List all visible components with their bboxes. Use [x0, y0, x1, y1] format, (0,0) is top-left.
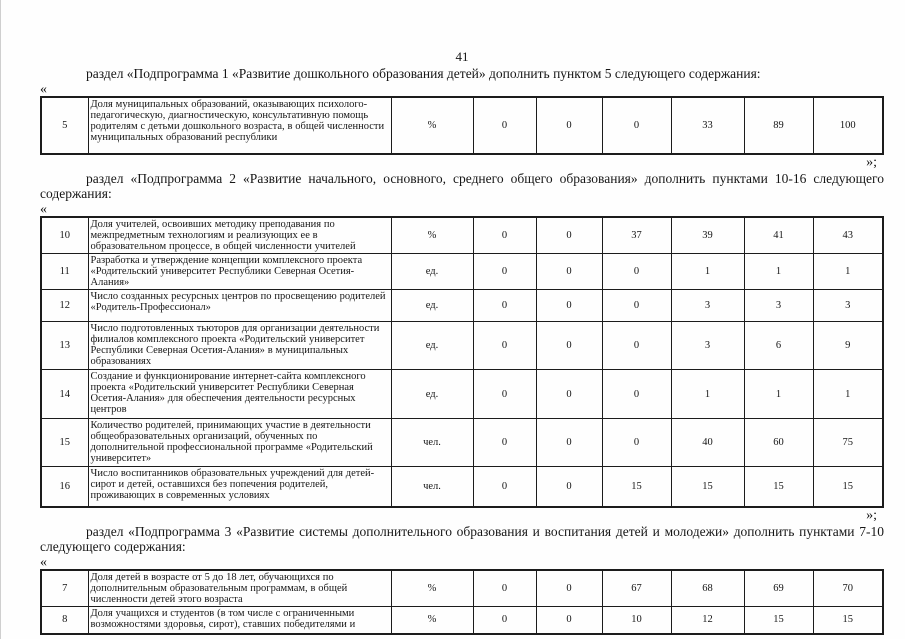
value-cell: 3 — [671, 290, 744, 322]
value-cell: 1 — [813, 370, 883, 419]
value-cell: 0 — [473, 467, 536, 507]
unit-cell: % — [391, 570, 473, 607]
value-cell: 15 — [602, 467, 671, 507]
value-cell: 3 — [813, 290, 883, 322]
indicator-name-cell: Число воспитанников образовательных учреждений для детей-сирот и детей, оставшихся без попечения родителей, проживающих в современных условиях — [88, 467, 391, 507]
row-number-cell: 12 — [41, 290, 88, 322]
value-cell: 0 — [473, 290, 536, 322]
table-row — [41, 606, 883, 634]
value-cell: 9 — [813, 322, 883, 370]
value-cell: 0 — [536, 370, 602, 419]
table-row — [41, 322, 883, 370]
value-cell: 1 — [744, 254, 813, 290]
value-cell: 67 — [602, 570, 671, 607]
table-row — [41, 467, 883, 507]
value-cell: 0 — [536, 217, 602, 254]
value-cell: 43 — [813, 217, 883, 254]
value-cell: 70 — [813, 570, 883, 607]
row-number-cell: 14 — [41, 370, 88, 419]
value-cell: 15 — [813, 606, 883, 634]
value-cell: 89 — [744, 97, 813, 154]
value-cell: 3 — [744, 290, 813, 322]
value-cell: 0 — [536, 606, 602, 634]
page-content — [40, 0, 884, 635]
row-number-cell: 8 — [41, 606, 88, 634]
row-number-cell: 11 — [41, 254, 88, 290]
value-cell: 0 — [536, 97, 602, 154]
open-quote-mark: « — [40, 554, 47, 570]
value-cell: 0 — [536, 290, 602, 322]
indicator-name-cell: Количество родителей, принимающих участие в деятельности общеобразовательных организаций, обученных по дополнительной профессиональной программе «Родительский университет» — [88, 419, 391, 467]
value-cell: 15 — [744, 606, 813, 634]
section-3-intro: раздел «Подпрограмма 3 «Развитие системы дополнительного образования и воспитания детей и молодежи» дополнить пунктами 7-10 следующего содержания: — [40, 523, 884, 554]
table-row — [41, 254, 883, 290]
value-cell: 0 — [473, 370, 536, 419]
indicator-name-cell: Доля учителей, освоивших методику преподавания по межпредметным технологиям и реализующих ее в образовательном процессе, в общей численности учителей — [88, 217, 391, 254]
value-cell: 60 — [744, 419, 813, 467]
table-row — [41, 97, 883, 154]
value-cell: 6 — [744, 322, 813, 370]
row-number-cell: 16 — [41, 467, 88, 507]
value-cell: 0 — [473, 322, 536, 370]
unit-cell: ед. — [391, 370, 473, 419]
unit-cell: % — [391, 217, 473, 254]
value-cell: 0 — [536, 254, 602, 290]
value-cell: 37 — [602, 217, 671, 254]
value-cell: 1 — [813, 254, 883, 290]
indicator-name-cell: Доля муниципальных образований, оказывающих психолого-педагогическую, диагностическую, консультативную помощь родителям с детьми дошкольного возраста, в общей численности муниципальных образований республики — [88, 97, 391, 154]
row-number-cell: 7 — [41, 570, 88, 607]
value-cell: 41 — [744, 217, 813, 254]
value-cell: 75 — [813, 419, 883, 467]
value-cell: 1 — [744, 370, 813, 419]
indicator-name-cell: Число подготовленных тьюторов для организации деятельности филиалов комплексного проекта «Родительский университет Республики Северная Осетия-Алания» в муниципальных образованиях — [88, 322, 391, 370]
row-number-cell: 15 — [41, 419, 88, 467]
value-cell: 10 — [602, 606, 671, 634]
value-cell: 0 — [602, 370, 671, 419]
table-row — [41, 217, 883, 254]
value-cell: 0 — [602, 254, 671, 290]
value-cell: 12 — [671, 606, 744, 634]
unit-cell: % — [391, 606, 473, 634]
indicator-name-cell: Разработка и утверждение концепции комплексного проекта «Родительский университет Республики Северная Осетия-Алания» — [88, 254, 391, 290]
value-cell: 0 — [536, 570, 602, 607]
row-number-cell: 5 — [41, 97, 88, 154]
section-2-intro: раздел «Подпрограмма 2 «Развитие начального, основного, среднего общего образования» дополнить пунктами 10-16 следующего содержания: — [40, 171, 884, 201]
table-row — [41, 370, 883, 419]
unit-cell: ед. — [391, 322, 473, 370]
row-number-cell: 10 — [41, 217, 88, 254]
scan-edge-artifact — [0, 0, 1, 639]
indicator-name-cell: Доля учащихся и студентов (в том числе с ограниченными возможностями здоровья, сирот), ставших победителями и — [88, 606, 391, 634]
page-number: 41 — [455, 49, 469, 64]
value-cell: 3 — [671, 322, 744, 370]
indicators-table-3 — [40, 569, 884, 636]
unit-cell: % — [391, 97, 473, 154]
open-quote-mark: « — [40, 202, 47, 217]
value-cell: 0 — [602, 290, 671, 322]
indicators-table-2 — [40, 216, 884, 508]
value-cell: 0 — [473, 217, 536, 254]
value-cell: 15 — [671, 467, 744, 507]
value-cell: 0 — [473, 97, 536, 154]
value-cell: 15 — [813, 467, 883, 507]
close-quote-mark: »; — [866, 507, 877, 523]
open-quote-mark: « — [40, 82, 47, 97]
value-cell: 33 — [671, 97, 744, 154]
unit-cell: ед. — [391, 254, 473, 290]
value-cell: 0 — [473, 419, 536, 467]
value-cell: 1 — [671, 254, 744, 290]
unit-cell: чел. — [391, 467, 473, 507]
row-number-cell: 13 — [41, 322, 88, 370]
table-row — [41, 419, 883, 467]
table-row — [41, 570, 883, 607]
section-1-intro: раздел «Подпрограмма 1 «Развитие дошкольного образования детей» дополнить пунктом 5 следующего содержания: — [86, 66, 761, 81]
value-cell: 69 — [744, 570, 813, 607]
value-cell: 15 — [744, 467, 813, 507]
value-cell: 0 — [602, 419, 671, 467]
value-cell: 0 — [473, 254, 536, 290]
value-cell: 0 — [602, 322, 671, 370]
value-cell: 0 — [473, 606, 536, 634]
value-cell: 1 — [671, 370, 744, 419]
value-cell: 39 — [671, 217, 744, 254]
close-quote-mark: »; — [866, 155, 877, 170]
unit-cell: ед. — [391, 290, 473, 322]
value-cell: 100 — [813, 97, 883, 154]
value-cell: 0 — [536, 419, 602, 467]
table-row — [41, 290, 883, 322]
value-cell: 0 — [536, 467, 602, 507]
indicator-name-cell: Число созданных ресурсных центров по просвещению родителей «Родитель-Профессионал» — [88, 290, 391, 322]
value-cell: 0 — [473, 570, 536, 607]
value-cell: 40 — [671, 419, 744, 467]
value-cell: 68 — [671, 570, 744, 607]
value-cell: 0 — [602, 97, 671, 154]
indicators-table-1 — [40, 96, 884, 155]
unit-cell: чел. — [391, 419, 473, 467]
indicator-name-cell: Доля детей в возрасте от 5 до 18 лет, обучающихся по дополнительным образовательным программам, в общей численности детей этого возраста — [88, 570, 391, 607]
value-cell: 0 — [536, 322, 602, 370]
indicator-name-cell: Создание и функционирование интернет-сайта комплексного проекта «Родительский университет Республики Северная Осетия-Алания» для обеспечения деятельности ресурсных центров — [88, 370, 391, 419]
